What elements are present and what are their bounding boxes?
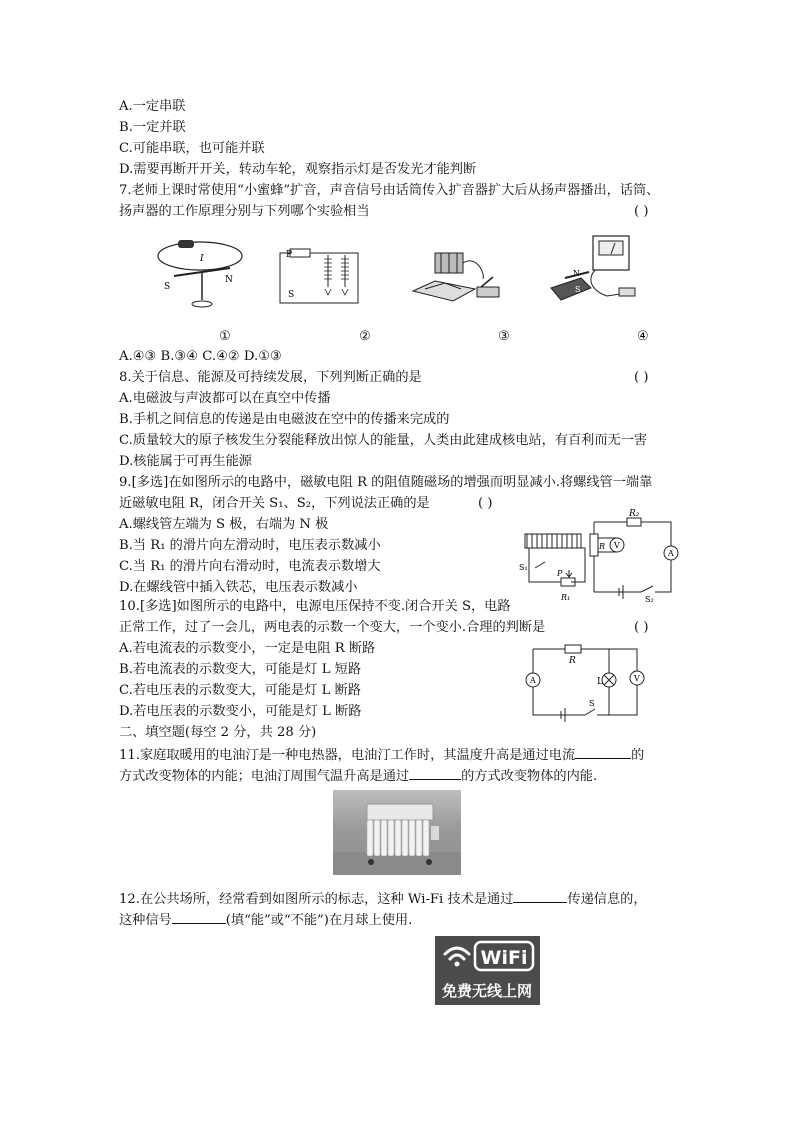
q7-figure-4 [545, 232, 645, 312]
q12-blank-1[interactable] [513, 888, 567, 903]
q12-line1 [119, 888, 647, 911]
fig4-n-label: N [573, 269, 580, 278]
fig1-n-label: N [225, 275, 233, 285]
q9-stem-line2: 近磁敏电阻 R，闭合开关 S₁、S₂，下列说法正确的是 [119, 496, 430, 511]
q9-fig-v: V [614, 541, 620, 550]
q8-answer-paren: ( ) [634, 370, 649, 385]
q7-fig-label-1: ① [219, 329, 231, 344]
q11-line2-tail: 的方式改变物体的内能. [461, 769, 598, 784]
q6-option-d: D.需要再断开开关，转动车轮，观察指示灯是否发光才能判断 [119, 162, 477, 177]
q9-fig-p: P [557, 569, 563, 578]
q9-fig-r: R [599, 542, 606, 551]
q7-figure-2 [270, 245, 370, 315]
q9-fig-a: A [668, 549, 674, 558]
q10-stem-line1: 10.[多选]如图所示的电路中，电源电压保持不变.闭合开关 S，电路 [119, 599, 511, 614]
q12-blank-2[interactable] [172, 909, 226, 924]
q12-line2-tail: (填“能”或“不能”)在月球上使用. [225, 913, 413, 928]
q9-fig-r1: R₁ [561, 593, 571, 602]
fig4-s-label: S [575, 285, 581, 294]
q11-line1 [119, 744, 644, 767]
q7-options: A.④③ B.③④ C.④② D.①③ [119, 349, 282, 364]
q9-answer-paren: ( ) [478, 496, 493, 511]
q7-fig-label-4: ④ [637, 329, 649, 344]
q6-option-b: B.一定并联 [119, 120, 186, 135]
wifi-icon [445, 948, 469, 959]
q9-option-b: B.当 R₁ 的滑片向左滑动时，电压表示数减小 [119, 538, 381, 553]
q7-figure-1 [150, 232, 250, 312]
fig1-i-label: I [200, 254, 204, 264]
q10-circuit-figure [525, 643, 650, 721]
q9-option-a: A.螺线管左端为 S 极，右端为 N 极 [119, 517, 329, 532]
q7-fig-label-3: ③ [498, 329, 510, 344]
q10-option-a: A.若电流表的示数变小，一定是电阻 R 断路 [119, 641, 376, 656]
q6-option-c: C.可能串联，也可能并联 [119, 141, 265, 156]
q7-figure-3 [405, 245, 505, 315]
q8-option-b: B.手机之间信息的传递是由电磁波在空中的传播来完成的 [119, 412, 450, 427]
q7-fig-label-2: ② [359, 329, 371, 344]
q10-option-c: C.若电压表的示数变大，可能是灯 L 断路 [119, 683, 361, 698]
q11-line1-text: 11.家庭取暖用的电油汀是一种电热器，电油汀工作时，其温度升高是通过电流 [119, 748, 576, 763]
q9-circuit-figure [515, 508, 685, 606]
q7-stem-line1: 7.老师上课时常使用“小蜜蜂”扩音，声音信号由话筒传入扩音器扩大后从扬声器播出，话筒、 [119, 183, 660, 198]
oil-heater-photo [333, 790, 461, 875]
q10-fig-v: V [634, 674, 640, 683]
q8-option-a: A.电磁波与声波都可以在真空中传播 [119, 391, 331, 406]
q11-line1-tail: 的 [631, 748, 645, 763]
q10-fig-l: L [597, 677, 603, 687]
q9-fig-s2: S₂ [645, 595, 654, 604]
q8-option-c: C.质量较大的原子核发生分裂能释放出惊人的能量，人类由此建成核电站，有百利而无一害 [119, 433, 648, 448]
fig1-s-label: S [164, 282, 171, 292]
q10-option-b: B.若电流表的示数变大，可能是灯 L 短路 [119, 662, 362, 677]
section-2-heading: 二、填空题(每空 2 分，共 28 分) [119, 725, 317, 740]
q11-blank-1[interactable] [575, 744, 631, 759]
q10-fig-r: R [569, 656, 576, 666]
wifi-sign [435, 936, 540, 1005]
q7-answer-paren: ( ) [634, 204, 649, 219]
q11-line2-text: 方式改变物体的内能；电油汀周围气温升高是通过 [119, 769, 410, 784]
q10-fig-s: S [589, 699, 595, 708]
q9-option-c: C.当 R₁ 的滑片向右滑动时，电流表示数增大 [119, 559, 381, 574]
q9-stem-line1: 9.[多选]在如图所示的电路中，磁敏电阻 R 的阻值随磁场的增强而明显减小.将螺线管一端靠 [119, 475, 653, 490]
q9-option-d: D.在螺线管中插入铁芯，电压表示数减小 [119, 580, 358, 595]
q11-line2 [119, 765, 597, 788]
q6-option-a: A.一定串联 [119, 99, 186, 114]
q12-line1-tail: 传递信息的， [567, 892, 647, 907]
q9-fig-r2: R₂ [629, 509, 640, 519]
q10-fig-a: A [530, 676, 536, 685]
q12-line1-text: 12.在公共场所，经常看到如图所示的标志，这种 Wi-Fi 技术是通过 [119, 892, 514, 907]
q7-stem-line2: 扬声器的工作原理分别与下列哪个实验相当 [119, 204, 370, 219]
q11-blank-2[interactable] [409, 765, 461, 780]
q12-line2 [119, 909, 412, 932]
wifi-sign-caption: 免费无线上网 [441, 982, 533, 1000]
q8-option-d: D.核能属于可再生能源 [119, 454, 252, 469]
wifi-sign-logo-text: WiFi [480, 947, 528, 969]
fig2-p-label: P [286, 250, 293, 260]
q12-line2-text: 这种信号 [119, 913, 172, 928]
fig2-s-label: S [288, 290, 295, 300]
q10-answer-paren: ( ) [634, 620, 649, 635]
q8-stem: 8.关于信息、能源及可持续发展，下列判断正确的是 [119, 370, 422, 385]
q10-option-d: D.若电压表的示数变小，可能是灯 L 断路 [119, 704, 362, 719]
q10-stem-line2: 正常工作，过了一会儿，两电表的示数一个变大，一个变小.合理的判断是 [119, 620, 546, 635]
q9-fig-s1: S₁ [519, 563, 528, 572]
